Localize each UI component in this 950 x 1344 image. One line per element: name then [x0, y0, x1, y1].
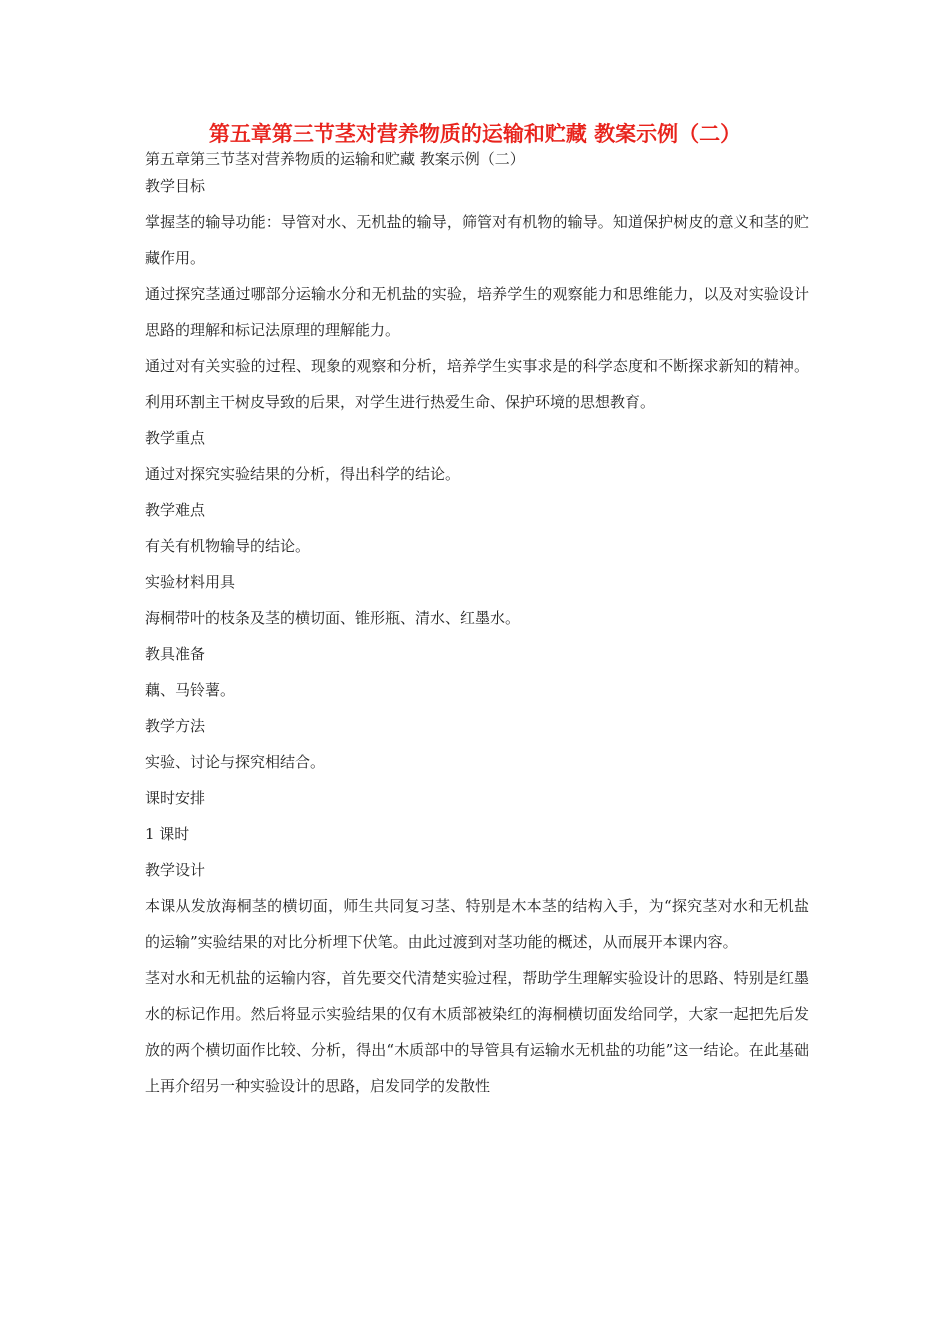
paragraph: 实验、讨论与探究相结合。: [145, 753, 326, 771]
section-heading: 教学方法: [145, 717, 206, 735]
paragraph: 通过对探究实验结果的分析，得出科学的结论。: [145, 465, 461, 483]
section-heading: 教学重点: [145, 429, 206, 447]
content-blocks: [145, 168, 809, 1104]
section-heading: 实验材料用具: [145, 573, 236, 591]
paragraph: 本课从发放海桐茎的横切面，师生共同复习茎、特别是木本茎的结构入手，为“探究茎对水和无机盐的运输”实验结果的对比分析埋下伏笔。由此过渡到对茎功能的概述，从而展开本课内容。: [145, 897, 809, 951]
paragraph: 掌握茎的输导功能：导管对水、无机盐的输导，筛管对有机物的输导。知道保护树皮的意义和茎的贮藏作用。: [145, 213, 809, 267]
document-subtitle: 第五章第三节茎对营养物质的运输和贮藏 教案示例（二）: [145, 150, 525, 168]
section-heading: 教学难点: [145, 501, 206, 519]
section-heading: 教学目标: [145, 177, 206, 195]
document-body: [145, 150, 809, 1104]
paragraph: 1 课时: [145, 825, 190, 843]
paragraph: 茎对水和无机盐的运输内容，首先要交代清楚实验过程，帮助学生理解实验设计的思路、特别是红墨水的标记作用。然后将显示实验结果的仅有木质部被染红的海桐横切面发给同学，大家一起把先后发放的两个横切面作比较、分析，得出“木质部中的导管具有运输水无机盐的功能”这一结论。在此基础上再介绍另一种实验设计的思路，启发同学的发散性: [145, 969, 809, 1095]
section-heading: 课时安排: [145, 789, 206, 807]
paragraph: 通过对有关实验的过程、现象的观察和分析，培养学生实事求是的科学态度和不断探求新知的精神。利用环割主干树皮导致的后果，对学生进行热爱生命、保护环境的思想教育。: [145, 357, 809, 411]
document-title: 第五章第三节茎对营养物质的运输和贮藏 教案示例（二）: [208, 121, 742, 146]
section-heading: 教学设计: [145, 861, 206, 879]
paragraph: 有关有机物输导的结论。: [145, 537, 311, 555]
paragraph: 海桐带叶的枝条及茎的横切面、锥形瓶、清水、红墨水。: [145, 609, 521, 627]
paragraph: 藕、马铃薯。: [145, 681, 236, 699]
section-heading: 教具准备: [145, 645, 206, 663]
paragraph: 通过探究茎通过哪部分运输水分和无机盐的实验，培养学生的观察能力和思维能力，以及对实验设计思路的理解和标记法原理的理解能力。: [145, 285, 809, 339]
